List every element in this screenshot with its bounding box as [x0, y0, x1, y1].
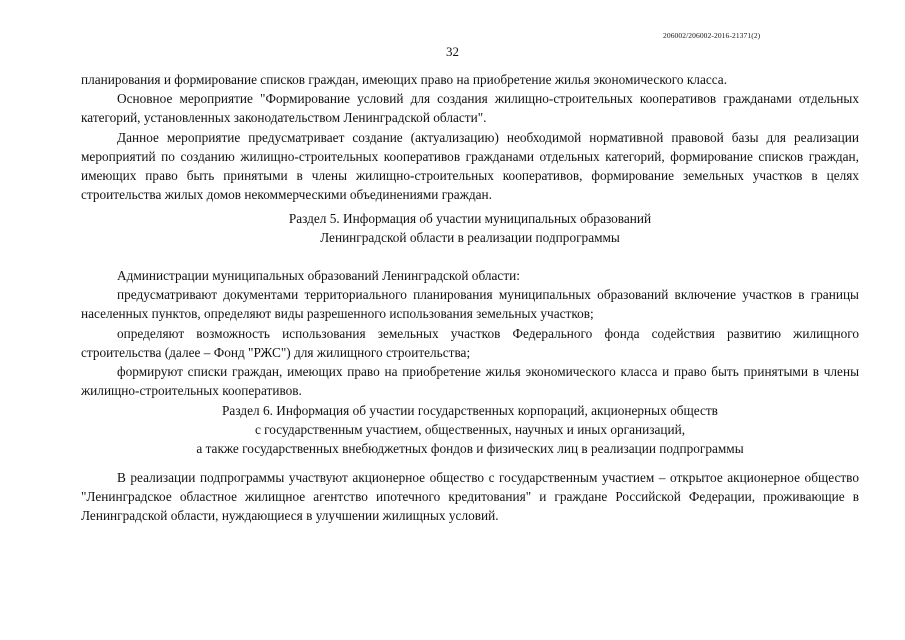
paragraph: предусматривают документами территориального планирования муниципальных образований включение участков в границы населенных пунктов, определяют виды разрешенного использования земельных участков; [81, 287, 859, 322]
heading-line: с государственным участием, общественных, научных и иных организаций, [254, 422, 686, 437]
paragraph: планирования и формирование списков граждан, имеющих право на приобретение жилья экономического класса. [81, 72, 728, 87]
heading-line: Раздел 6. Информация об участии государственных корпораций, акционерных обществ [222, 403, 718, 418]
text-block-intro [81, 70, 859, 204]
paragraph: Администрации муниципальных образований Ленинградской области: [117, 268, 520, 283]
paragraph: В реализации подпрограммы участвуют акционерное общество с государственным участием – открытое акционерное общество "Ленинградское областное жилищное агентство ипотечного кредитования" и граждане Российской Федерации, проживающие в Ленинградской области, нуждающиеся в улучшении жилищных условий. [81, 470, 859, 524]
section-5-heading [81, 209, 859, 247]
page-number: 32 [446, 44, 459, 59]
heading-line: Раздел 5. Информация об участии муниципальных образований [288, 211, 652, 226]
heading-line: Ленинградской области в реализации подпрограммы [320, 230, 620, 245]
document-id: 206002/206002-2016-21371(2) [663, 31, 761, 40]
paragraph: определяют возможность использования земельных участков Федерального фонда содействия развитию жилищного строительства (далее – Фонд "РЖС") для жилищного строительства; [81, 325, 859, 360]
paragraph: Данное мероприятие предусматривает создание (актуализацию) необходимой нормативной правовой базы для реализации мероприятий по созданию жилищно-строительных кооперативов гражданами отдельных категорий, формирование списков граждан, имеющих право быть принятыми в члены жилищно-строительных кооперативов, формирование земельных участков в целях строительства жилых домов некоммерческими объединениями граждан. [81, 129, 859, 203]
section-6-heading [81, 401, 859, 458]
text-block-municipal [81, 266, 859, 400]
paragraph: формируют списки граждан, имеющих право на приобретение жилья экономического класса и право быть принятыми в члены жилищно-строительных кооперативов. [81, 364, 859, 399]
paragraph: Основное мероприятие "Формирование условий для создания жилищно-строительных кооперативов гражданами отдельных категорий, установленных законодательством Ленинградской области". [81, 91, 859, 126]
text-block-participants [81, 468, 859, 526]
heading-line: а также государственных внебюджетных фондов и физических лиц в реализации подпрограммы [196, 441, 744, 456]
